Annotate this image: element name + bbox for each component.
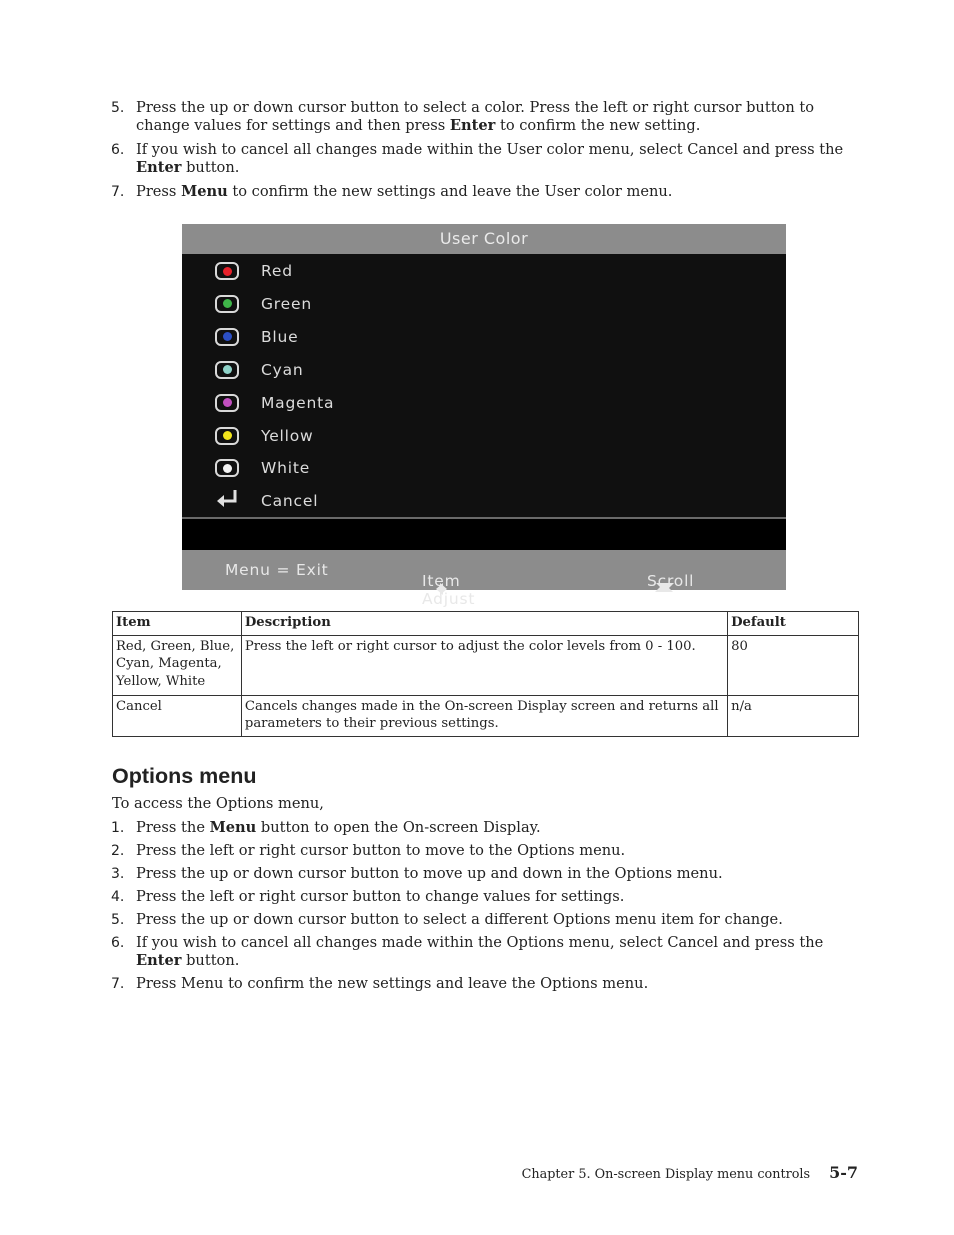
step-text: Press the up or down cursor button to move up and down in the Options menu.	[136, 865, 723, 882]
step-item	[111, 934, 859, 970]
user-color-steps-list	[111, 99, 859, 207]
page-footer	[522, 1163, 858, 1182]
osd-menu-item[interactable]	[215, 489, 318, 513]
osd-menu-list	[182, 254, 786, 517]
page-number: 5-7	[829, 1163, 858, 1182]
table-header-default: Default	[728, 612, 859, 636]
table-cell-item: Cancel	[113, 695, 242, 736]
step-number: 5.	[111, 912, 125, 928]
step-number: 5.	[111, 100, 125, 116]
step-item	[111, 141, 859, 177]
osd-menu-item-label: Cyan	[261, 360, 304, 379]
table-row	[113, 695, 859, 736]
white-dot-icon	[215, 459, 239, 477]
step-item	[111, 975, 859, 993]
table-cell-description: Cancels changes made in the On-screen Display screen and returns all parameters to their previous settings.	[241, 695, 727, 736]
step-text: to confirm the new setting.	[495, 117, 701, 134]
green-dot-icon	[215, 295, 239, 313]
options-menu-steps-list	[111, 819, 859, 998]
osd-menu-item-label: Magenta	[261, 393, 335, 412]
table-header-item: Item	[113, 612, 242, 636]
step-number: 3.	[111, 866, 125, 882]
step-text: Press the	[136, 819, 210, 836]
osd-menu-item[interactable]	[215, 259, 293, 283]
step-bold-text: Enter	[136, 952, 182, 969]
step-text: Press the left or right cursor button to move to the Options menu.	[136, 842, 626, 859]
osd-menu-item-label: Blue	[261, 327, 299, 346]
table-cell-item: Red, Green, Blue, Cyan, Magenta, Yellow, White	[113, 635, 242, 695]
user-color-settings-table	[112, 611, 859, 737]
user-color-osd-screenshot	[182, 224, 786, 608]
return-arrow-icon	[215, 488, 239, 514]
table-header-row	[113, 612, 859, 636]
step-text: Press the up or down cursor button to select a different Options menu item for change.	[136, 911, 783, 928]
step-item	[111, 888, 859, 906]
step-number: 2.	[111, 843, 125, 859]
cyan-dot-icon	[215, 361, 239, 379]
osd-menu-item[interactable]	[215, 456, 310, 480]
step-item	[111, 911, 859, 929]
osd-title: User Color	[182, 224, 786, 254]
step-bold-text: Menu	[181, 183, 228, 200]
step-number: 1.	[111, 820, 125, 836]
osd-scroll-label: Scroll	[647, 572, 695, 590]
osd-menu-item[interactable]	[215, 424, 314, 448]
step-bold-text: Enter	[449, 117, 496, 134]
step-bold-text: Menu	[209, 819, 257, 836]
osd-item-adjust-label: Item Adjust	[422, 572, 476, 608]
step-bold-text: Enter	[136, 159, 182, 176]
step-text: to confirm the new settings and leave the User color menu.	[227, 183, 673, 200]
step-text: Press	[136, 183, 182, 200]
osd-menu-item[interactable]	[215, 391, 334, 415]
table-header-description: Description	[241, 612, 727, 636]
step-text: button.	[181, 952, 240, 969]
step-text: Press Menu to confirm the new settings and leave the Options menu.	[136, 975, 649, 992]
osd-footer-bar	[182, 550, 786, 608]
step-text: button to open the On-screen Display.	[256, 819, 541, 836]
step-number: 7.	[111, 976, 125, 992]
step-number: 4.	[111, 889, 125, 905]
magenta-dot-icon	[215, 394, 239, 412]
step-item	[111, 819, 859, 837]
blue-dot-icon	[215, 328, 239, 346]
section-heading: Options menu	[112, 764, 257, 788]
table-cell-default: n/a	[728, 695, 859, 736]
step-text: If you wish to cancel all changes made within the Options menu, select Cancel and press the	[136, 934, 824, 951]
step-text: button.	[181, 159, 240, 176]
step-number: 7.	[111, 184, 125, 200]
table-cell-description: Press the left or right cursor to adjust the color levels from 0 - 100.	[241, 635, 727, 695]
osd-menu-item-label: Red	[261, 262, 293, 280]
step-text: Press the up or down cursor button to select a color. Press the left or right cursor button to change values for settings and then press	[136, 99, 815, 134]
osd-menu-item-label: Green	[261, 294, 312, 313]
step-text: Press the left or right cursor button to change values for settings.	[136, 888, 625, 905]
osd-exit-hint: Menu = Exit	[225, 561, 329, 579]
osd-menu-item-label: White	[261, 459, 311, 478]
osd-menu-item[interactable]	[215, 358, 304, 382]
step-number: 6.	[111, 142, 125, 158]
table-row	[113, 635, 859, 695]
footer-chapter: Chapter 5. On-screen Display menu controls	[521, 1167, 811, 1182]
section-intro: To access the Options menu,	[112, 795, 324, 812]
table-cell-default: 80	[728, 635, 859, 695]
osd-divider	[182, 517, 786, 519]
step-item	[111, 99, 859, 135]
yellow-dot-icon	[215, 427, 239, 445]
step-text: If you wish to cancel all changes made within the User color menu, select Cancel and press the	[136, 141, 844, 158]
osd-menu-item[interactable]	[215, 292, 312, 316]
osd-menu-item-label: Cancel	[261, 492, 319, 511]
step-number: 6.	[111, 935, 125, 951]
step-item	[111, 865, 859, 883]
red-dot-icon	[215, 262, 239, 280]
osd-menu-item[interactable]	[215, 325, 299, 349]
step-item	[111, 183, 859, 201]
osd-menu-item-label: Yellow	[261, 426, 314, 445]
step-item	[111, 842, 859, 860]
